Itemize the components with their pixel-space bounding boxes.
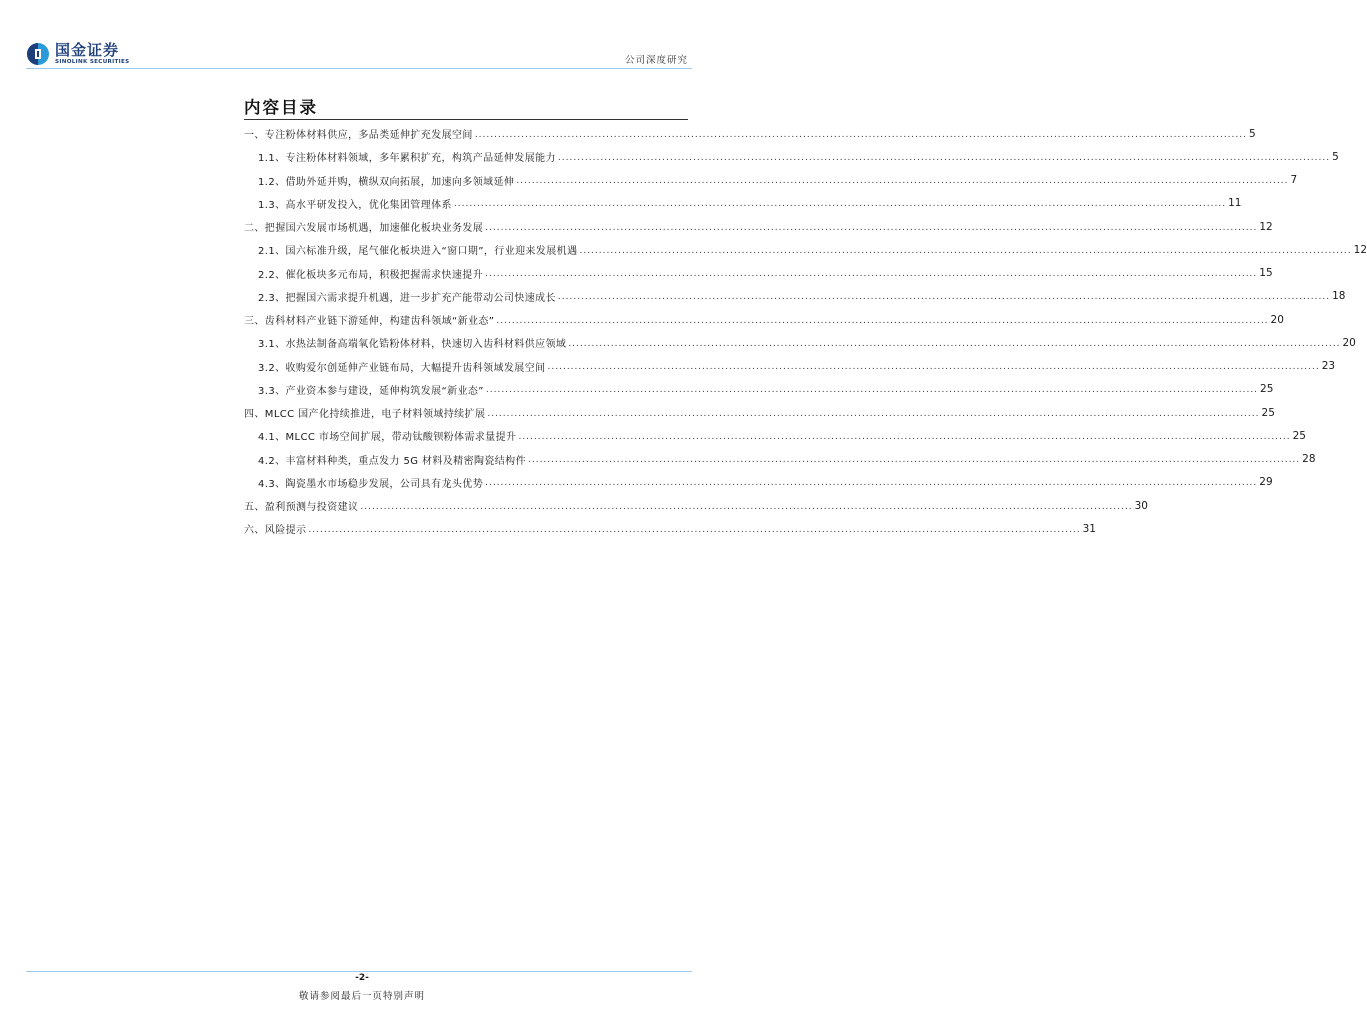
toc-dot-leader: ........................................................................................................................................................................................................ <box>308 524 1081 535</box>
toc-page-number: 29 <box>1259 476 1273 489</box>
toc-dot-leader: ........................................................................................................................................................................................................ <box>557 152 1331 163</box>
toc-entry-subsection[interactable] <box>244 145 1339 168</box>
toc-page-number: 28 <box>1302 453 1316 466</box>
toc-entry-title: 1.1、专注粉体材料领域，多年累积扩充，构筑产品延伸发展能力 <box>258 153 556 165</box>
toc-page-number: 31 <box>1082 522 1096 535</box>
toc-page-number: 18 <box>1332 290 1346 303</box>
toc-page-number: 25 <box>1260 383 1274 396</box>
footer-disclaimer: 敬请参阅最后一页特别声明 <box>298 991 425 1002</box>
toc-entry-subsection[interactable] <box>244 262 1273 285</box>
toc-entry-title: 4.2、丰富材料种类，重点发力 5G 材料及精密陶瓷结构件 <box>258 455 526 467</box>
logo-english-name: SINOLINK SECURITIES <box>55 59 130 65</box>
toc-entry-section[interactable] <box>244 122 1256 145</box>
toc-entry-subsection[interactable] <box>244 424 1306 447</box>
toc-entry-subsection[interactable] <box>244 285 1346 308</box>
table-of-contents <box>244 122 1367 541</box>
toc-entry-title: 六、风险提示 <box>244 525 307 537</box>
toc-entry-title: 3.1、水热法制备高端氧化锆粉体材料，快速切入齿科材料供应领域 <box>258 339 567 351</box>
report-type-label: 公司深度研究 <box>624 55 688 66</box>
toc-entry-title: 2.3、把握国六需求提升机遇，进一步扩充产能带动公司快速成长 <box>258 292 556 304</box>
toc-entry-section[interactable] <box>244 401 1275 424</box>
toc-entry-title: 3.3、产业资本参与建设，延伸构筑发展“新业态” <box>258 385 484 397</box>
toc-entry-subsection[interactable] <box>244 448 1316 471</box>
toc-entry-section[interactable] <box>244 308 1284 331</box>
toc-page-number: 15 <box>1259 267 1273 280</box>
toc-entry-title: 3.2、收购爱尔创延伸产业链布局，大幅提升齿科领域发展空间 <box>258 362 546 374</box>
toc-entry-title: 四、MLCC 国产化持续推进，电子材料领域持续扩展 <box>244 409 486 421</box>
toc-dot-leader: ........................................................................................................................................................................................................ <box>516 176 1289 187</box>
toc-dot-leader: ........................................................................................................................................................................................................ <box>485 269 1258 280</box>
toc-dot-leader: ........................................................................................................................................................................................................ <box>579 245 1352 256</box>
toc-dot-leader: ........................................................................................................................................................................................................ <box>487 408 1260 419</box>
toc-dot-leader: ........................................................................................................................................................................................................ <box>485 385 1259 396</box>
toc-page-number: 7 <box>1290 174 1298 187</box>
toc-entry-section[interactable] <box>244 517 1096 540</box>
toc-dot-leader: ........................................................................................................................................................................................................ <box>474 129 1247 140</box>
toc-dot-leader: ........................................................................................................................................................................................................ <box>453 199 1227 210</box>
toc-title: 内容目录 <box>244 98 318 117</box>
logo-chinese-name: 国金证券 <box>55 41 120 59</box>
toc-entry-title: 一、专注粉体材料供应，多品类延伸扩充发展空间 <box>244 130 473 142</box>
toc-entry-section[interactable] <box>244 494 1148 517</box>
toc-page-number: 11 <box>1228 197 1242 210</box>
toc-entry-subsection[interactable] <box>244 355 1336 378</box>
toc-page-number: 23 <box>1321 360 1336 373</box>
toc-entry-title: 4.1、MLCC 市场空间扩展，带动钛酸钡粉体需求量提升 <box>258 432 517 444</box>
toc-page-number: 20 <box>1342 336 1356 349</box>
toc-entry-title: 二、把握国六发展市场机遇，加速催化板块业务发展 <box>244 223 484 235</box>
toc-dot-leader: ........................................................................................................................................................................................................ <box>518 431 1291 442</box>
toc-entry-subsection[interactable] <box>244 471 1273 494</box>
toc-entry-section[interactable] <box>244 215 1273 238</box>
toc-page-number: 20 <box>1270 313 1284 326</box>
toc-dot-leader: ........................................................................................................................................................................................................ <box>496 315 1269 326</box>
toc-page-number: 5 <box>1248 127 1256 140</box>
footer-divider <box>26 971 692 972</box>
toc-entry-title: 2.1、国六标准升级，尾气催化板块进入“窗口期”，行业迎来发展机遇 <box>258 246 578 258</box>
toc-dot-leader: ........................................................................................................................................................................................................ <box>485 478 1258 489</box>
page-number: -2- <box>355 973 369 983</box>
sinolink-logo-icon <box>26 42 50 66</box>
toc-dot-leader: ........................................................................................................................................................................................................ <box>547 362 1320 373</box>
toc-entry-title: 五、盈利预测与投资建议 <box>244 502 359 514</box>
toc-entry-subsection[interactable] <box>244 192 1242 215</box>
toc-page-number: 25 <box>1292 429 1306 442</box>
toc-entry-title: 1.3、高水平研发投入，优化集团管理体系 <box>258 199 452 211</box>
toc-dot-leader: ........................................................................................................................................................................................................ <box>568 338 1341 349</box>
toc-page-number: 12 <box>1259 220 1273 233</box>
toc-dot-leader: ........................................................................................................................................................................................................ <box>557 292 1331 303</box>
toc-entry-subsection[interactable] <box>244 169 1298 192</box>
toc-entry-subsection[interactable] <box>244 378 1274 401</box>
toc-dot-leader: ........................................................................................................................................................................................................ <box>485 222 1258 233</box>
toc-title-rule <box>244 119 688 120</box>
toc-page-number: 30 <box>1134 499 1148 512</box>
header-divider <box>26 68 692 69</box>
toc-dot-leader: ........................................................................................................................................................................................................ <box>360 501 1133 512</box>
company-logo <box>26 40 130 68</box>
toc-page-number: 25 <box>1261 406 1275 419</box>
toc-dot-leader: ........................................................................................................................................................................................................ <box>527 455 1301 466</box>
toc-entry-title: 1.2、借助外延并购，横纵双向拓展，加速向多领域延伸 <box>258 176 515 188</box>
toc-page-number: 12 <box>1353 243 1367 256</box>
toc-entry-subsection[interactable] <box>244 238 1367 261</box>
toc-entry-subsection[interactable] <box>244 331 1356 354</box>
toc-page-number: 5 <box>1332 150 1339 163</box>
toc-entry-title: 2.2、催化板块多元布局，积极把握需求快速提升 <box>258 269 484 281</box>
toc-entry-title: 三、齿科材料产业链下游延伸，构建齿科领域“新业态” <box>244 316 495 328</box>
toc-entry-title: 4.3、陶瓷墨水市场稳步发展，公司具有龙头优势 <box>258 478 484 490</box>
